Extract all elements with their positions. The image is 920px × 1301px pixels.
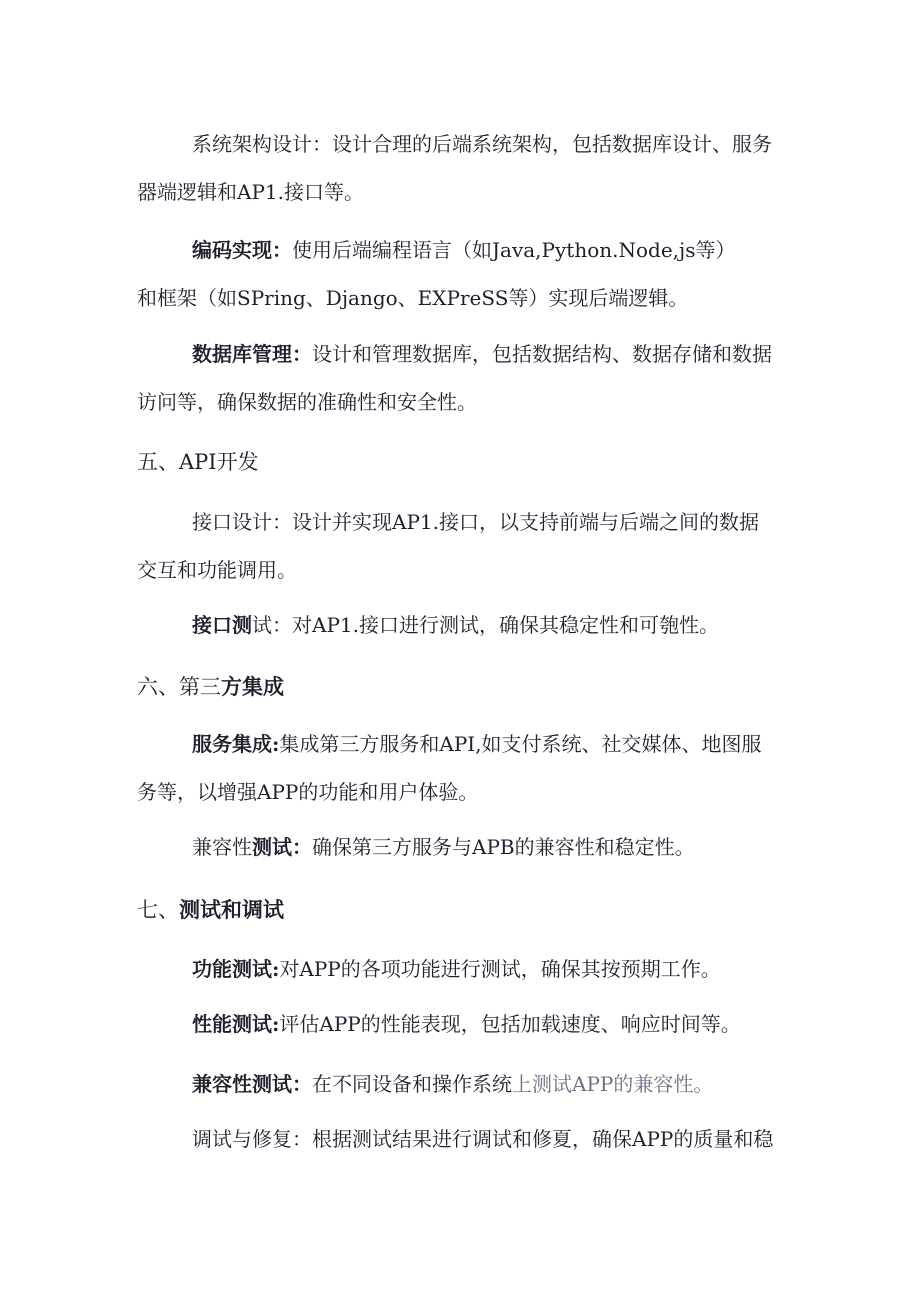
section7-functional-test-label: 功能测试: <box>192 957 280 981</box>
para-database-label: 数据库管理： <box>192 342 312 366</box>
section5-para2 <box>192 612 719 638</box>
section5-para2-label: 接口测 <box>192 613 252 637</box>
section7-functional-test-text: 对APP的各项功能进行测试，确保其按预期工作。 <box>279 957 721 981</box>
section6-para2-bold: 测试： <box>252 835 312 859</box>
section6-para1-label: 服务集成: <box>192 732 280 756</box>
section6-para1-text: 集成第三方服务和API,如支付系统、社交媒体、地图服 <box>279 732 762 756</box>
section6-para2-plain: 兼容性 <box>192 835 252 859</box>
section6-heading <box>137 674 284 700</box>
section7-compat-test <box>192 1071 713 1097</box>
section5-para1-line2: 交互和功能调用。 <box>137 558 297 582</box>
para-database-line2: 访问等，确保数据的准确性和安全性。 <box>137 390 477 414</box>
section7-performance-test-text: 评估APP的性能表现，包括加载速度、响应时间等。 <box>279 1012 741 1036</box>
section6-heading-plain: 六、第三 <box>137 675 221 699</box>
section7-compat-test-text: 在不同设备和操作系统 <box>312 1072 512 1096</box>
section5-para1-line1: 接口设计：设计并实现AP1.接口，以支持前端与后端之间的数据 <box>192 510 759 534</box>
section6-para2 <box>192 834 695 860</box>
section7-compat-test-faint: 上测试APP的兼容性。 <box>512 1072 714 1096</box>
section7-performance-test-label: 性能测试: <box>192 1012 280 1036</box>
para-coding-label: 编码实现： <box>192 238 292 262</box>
section6-para1-line2: 务等，以增强APP的功能和用户体验。 <box>137 780 479 804</box>
para-system-architecture-line2: 器端逻辑和AP1.接口等。 <box>137 180 364 204</box>
section5-heading: 五、API开发 <box>137 450 259 474</box>
para-coding-line2: 和框架（如SPring、Django、EXPreSS等）实现后端逻辑。 <box>137 286 689 310</box>
para-system-architecture-line1: 系统架构设计：设计合理的后端系统架构，包括数据库设计、服务 <box>192 132 772 156</box>
section7-functional-test <box>192 956 721 982</box>
section7-debug: 调试与修复：根据测试结果进行调试和修夏，确保APP的质量和稳 <box>192 1127 774 1151</box>
section6-para2-text: 确保第三方服务与APB的兼容性和稳定性。 <box>312 835 695 859</box>
section7-heading-bold: 测试和调试 <box>179 897 284 922</box>
section7-compat-test-label: 兼容性测试： <box>192 1072 312 1096</box>
section7-heading <box>137 897 284 923</box>
para-coding-text: 使用后端编程语言（如Java,Python.Node,js等） <box>292 238 736 262</box>
para-coding-line1 <box>192 237 735 263</box>
para-database-line1 <box>192 341 772 367</box>
section6-para1-line1 <box>192 731 762 757</box>
section5-para2-text: 试：对AP1.接口进行测试，确保其稳定性和可匏性。 <box>252 613 719 637</box>
para-database-text: 设计和管理数据库，包括数据结构、数据存储和数据 <box>312 342 772 366</box>
section7-performance-test <box>192 1011 741 1037</box>
section7-heading-plain: 七、 <box>137 898 179 922</box>
section6-heading-bold: 方集成 <box>221 674 284 699</box>
